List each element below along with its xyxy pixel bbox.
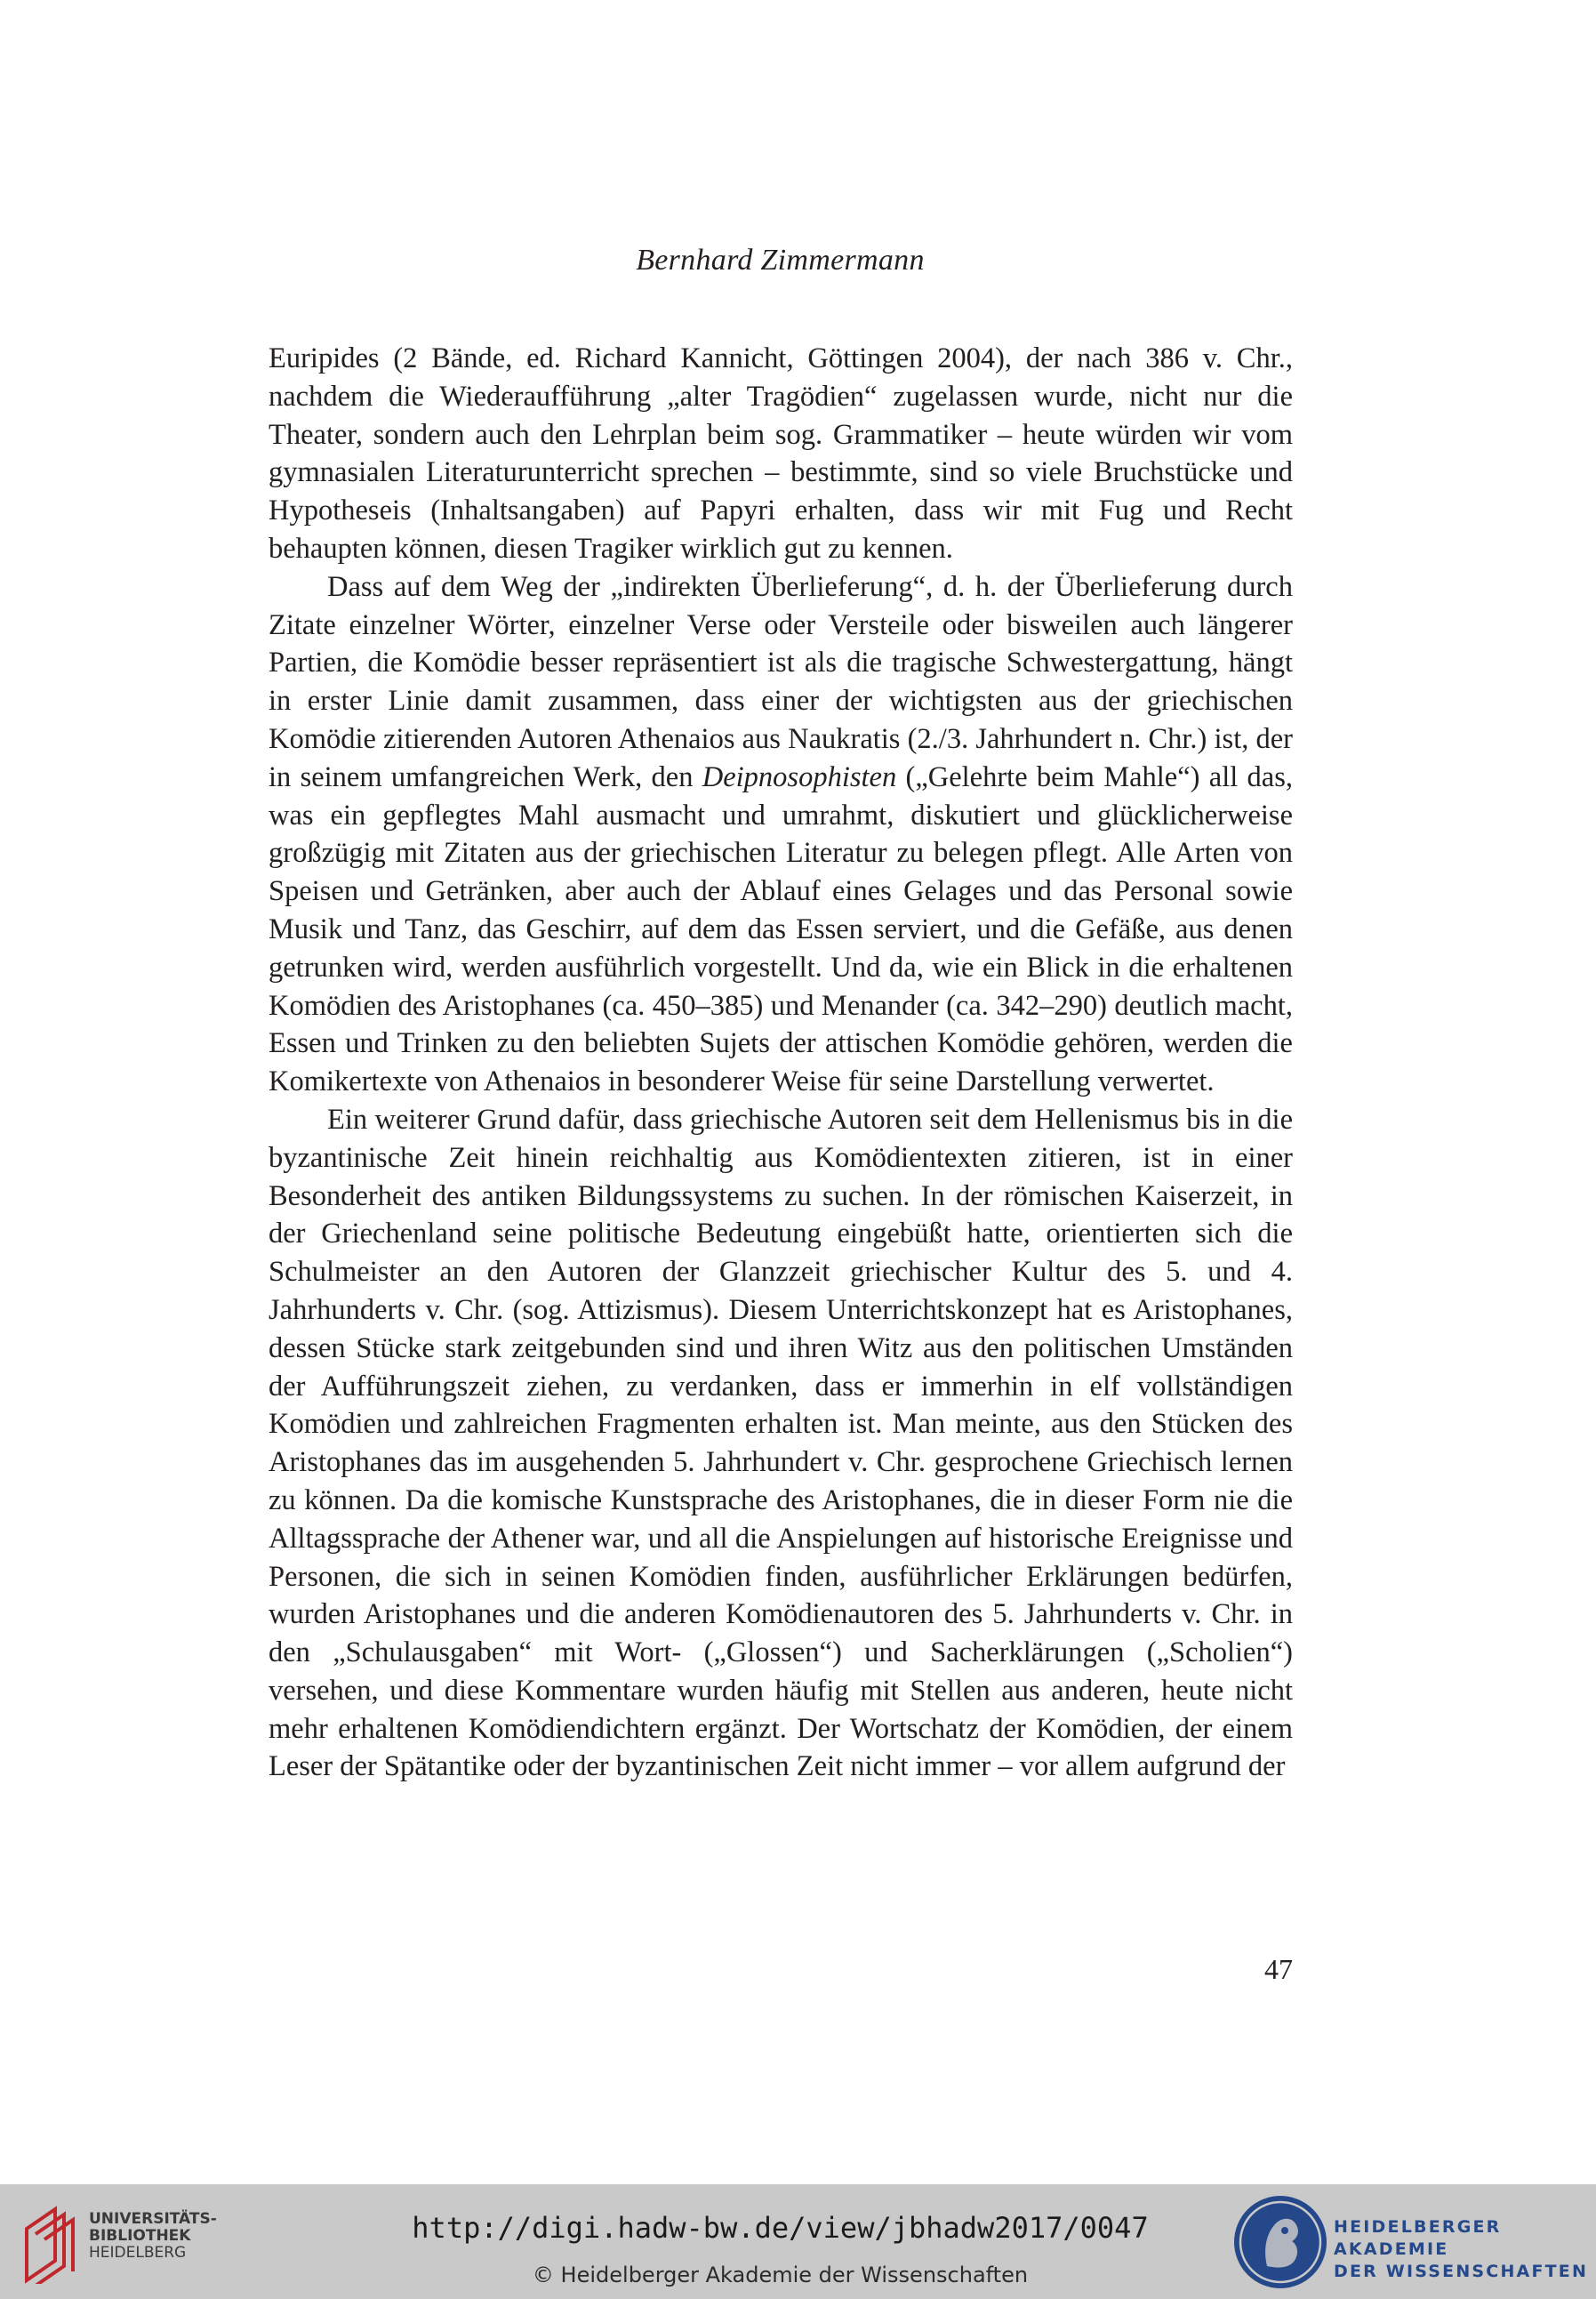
paragraph [269, 568, 1293, 1101]
text-run: Euripides (2 Bände, ed. Richard Kannicht, Göttingen 2004), der nach 386 v. Chr., nachdem die Wiederaufführung „alter Tragödien“ zugelassen wurde, nicht nur die Theater, sondern auch den Lehrplan beim sog. Grammatiker – heute würden wir vom gymnasialen Literaturunterricht sprechen – bestimmte, sind so viele Bruchstücke und Hypotheseis (Inhaltsangaben) auf Papyri erhalten, dass wir mit Fug und Recht behaupten können, diesen Tragiker wirklich gut zu kennen. [269, 342, 1293, 565]
paragraph [269, 340, 1293, 568]
running-head: Bernhard Zimmermann [636, 244, 925, 277]
library-name-line2: BIBLIOTHEK [89, 2227, 191, 2245]
italic-title: Deipnosophisten [702, 760, 897, 793]
academy-name[interactable] [1334, 2216, 1596, 2283]
academy-seal-icon[interactable] [1231, 2193, 1329, 2291]
body-text [269, 340, 1293, 1786]
paragraph [269, 1101, 1293, 1786]
text-run: Ein weiterer Grund dafür, dass griechische Autoren seit dem Hellenismus bis in die byzantinische Zeit hinein reichhaltig aus Komödientexten zitieren, ist in einer Besonderheit des antiken Bildungssystems zu suchen. In der römischen Kaiserzeit, in der Griechenland seine politische Bedeutung eingebüßt hatte, orientierten sich die Schulmeister an den Autoren der Glanzzeit griechischer Kultur des 5. und 4. Jahrhunderts v. Chr. (sog. Attizismus). Diesem Unterrichtskonzept hat es Aristophanes, dessen Stücke stark zeitgebunden sind und ihren Witz aus den politischen Umständen der Aufführungszeit ziehen, zu verdanken, dass er immerhin in elf vollständigen Komödien und zahlreichen Fragmenten erhalten ist. Man meinte, aus den Stücken des Aristophanes das im ausgehenden 5. Jahrhundert v. Chr. gesprochene Griechisch lernen zu können. Da die komische Kunstsprache des Aristophanes, die in dieser Form nie die Alltagssprache der Athener war, und all die Anspielungen auf historische Ereignisse und Personen, die sich in seinen Komödien finden, ausführlicher Erklärungen bedürfen, wurden Aristophanes und die anderen Komödienautoren des 5. Jahrhunderts v. Chr. in den „Schulausgaben“ mit Wort- („Glossen“) und Sacherklärungen („Scholien“) versehen, und diese Kommentare wurden häufig mit Stellen aus anderen, heute nicht mehr erhaltenen Komödiendichtern ergänzt. Der Wortschatz der Komödien, der einem Leser der Spätantike oder der byzantinischen Zeit nicht immer – vor allem aufgrund der [269, 1103, 1293, 1783]
academy-name-line2: DER WISSENSCHAFTEN [1334, 2262, 1589, 2281]
page-number: 47 [1264, 1953, 1293, 1985]
library-name-line3: HEIDELBERG [89, 2244, 187, 2262]
library-name-line1: UNIVERSITÄTS- [89, 2210, 217, 2228]
viewer-footer [0, 2184, 1596, 2299]
text-run: („Gelehrte beim Mahle“) all das, was ein gepflegtes Mahl ausmacht und umrahmt, diskutiert und glücklicherweise großzügig mit Zitaten aus der griechischen Literatur zu belegen pflegt. Alle Arten von Speisen und Getränken, aber auch der Ablauf eines Gelages und das Personal sowie Musik und Tanz, das Geschirr, auf dem das Essen serviert, und die Gefäße, aus denen getrunken wird, werden ausführlich vorgestellt. Und da, wie ein Blick in die erhaltenen Komödien des Aristophanes (ca. 450–385) und Menander (ca. 342–290) deutlich macht, Essen und Trinken zu den beliebten Sujets der attischen Komödie gehören, werden die Komikertexte von Athenaios in besonderer Weise für seine Darstellung verwertet. [269, 760, 1293, 1098]
permalink-url[interactable]: http://digi.hadw-bw.de/view/jbhadw2017/0047 [412, 2211, 1149, 2245]
copyright-notice: © Heidelberger Akademie der Wissenschaften [532, 2263, 1029, 2287]
text-run: Dass auf dem Weg der „indirekten Überlieferung“, d. h. der Überlieferung durch Zitate einzelner Wörter, einzelner Verse oder Versteile oder bisweilen auch längerer Partien, die Komödie besser repräsentiert ist als die tragische Schwestergattung, hängt in erster Linie damit zusammen, dass einer der wichtigsten aus der griechischen Komödie zitierenden Autoren Athenaios aus Naukratis (2./3. Jahrhundert n. Chr.) ist, der in seinem umfangreichen Werk, den [269, 570, 1293, 793]
academy-name-line1: HEIDELBERGER AKADEMIE [1334, 2217, 1502, 2259]
